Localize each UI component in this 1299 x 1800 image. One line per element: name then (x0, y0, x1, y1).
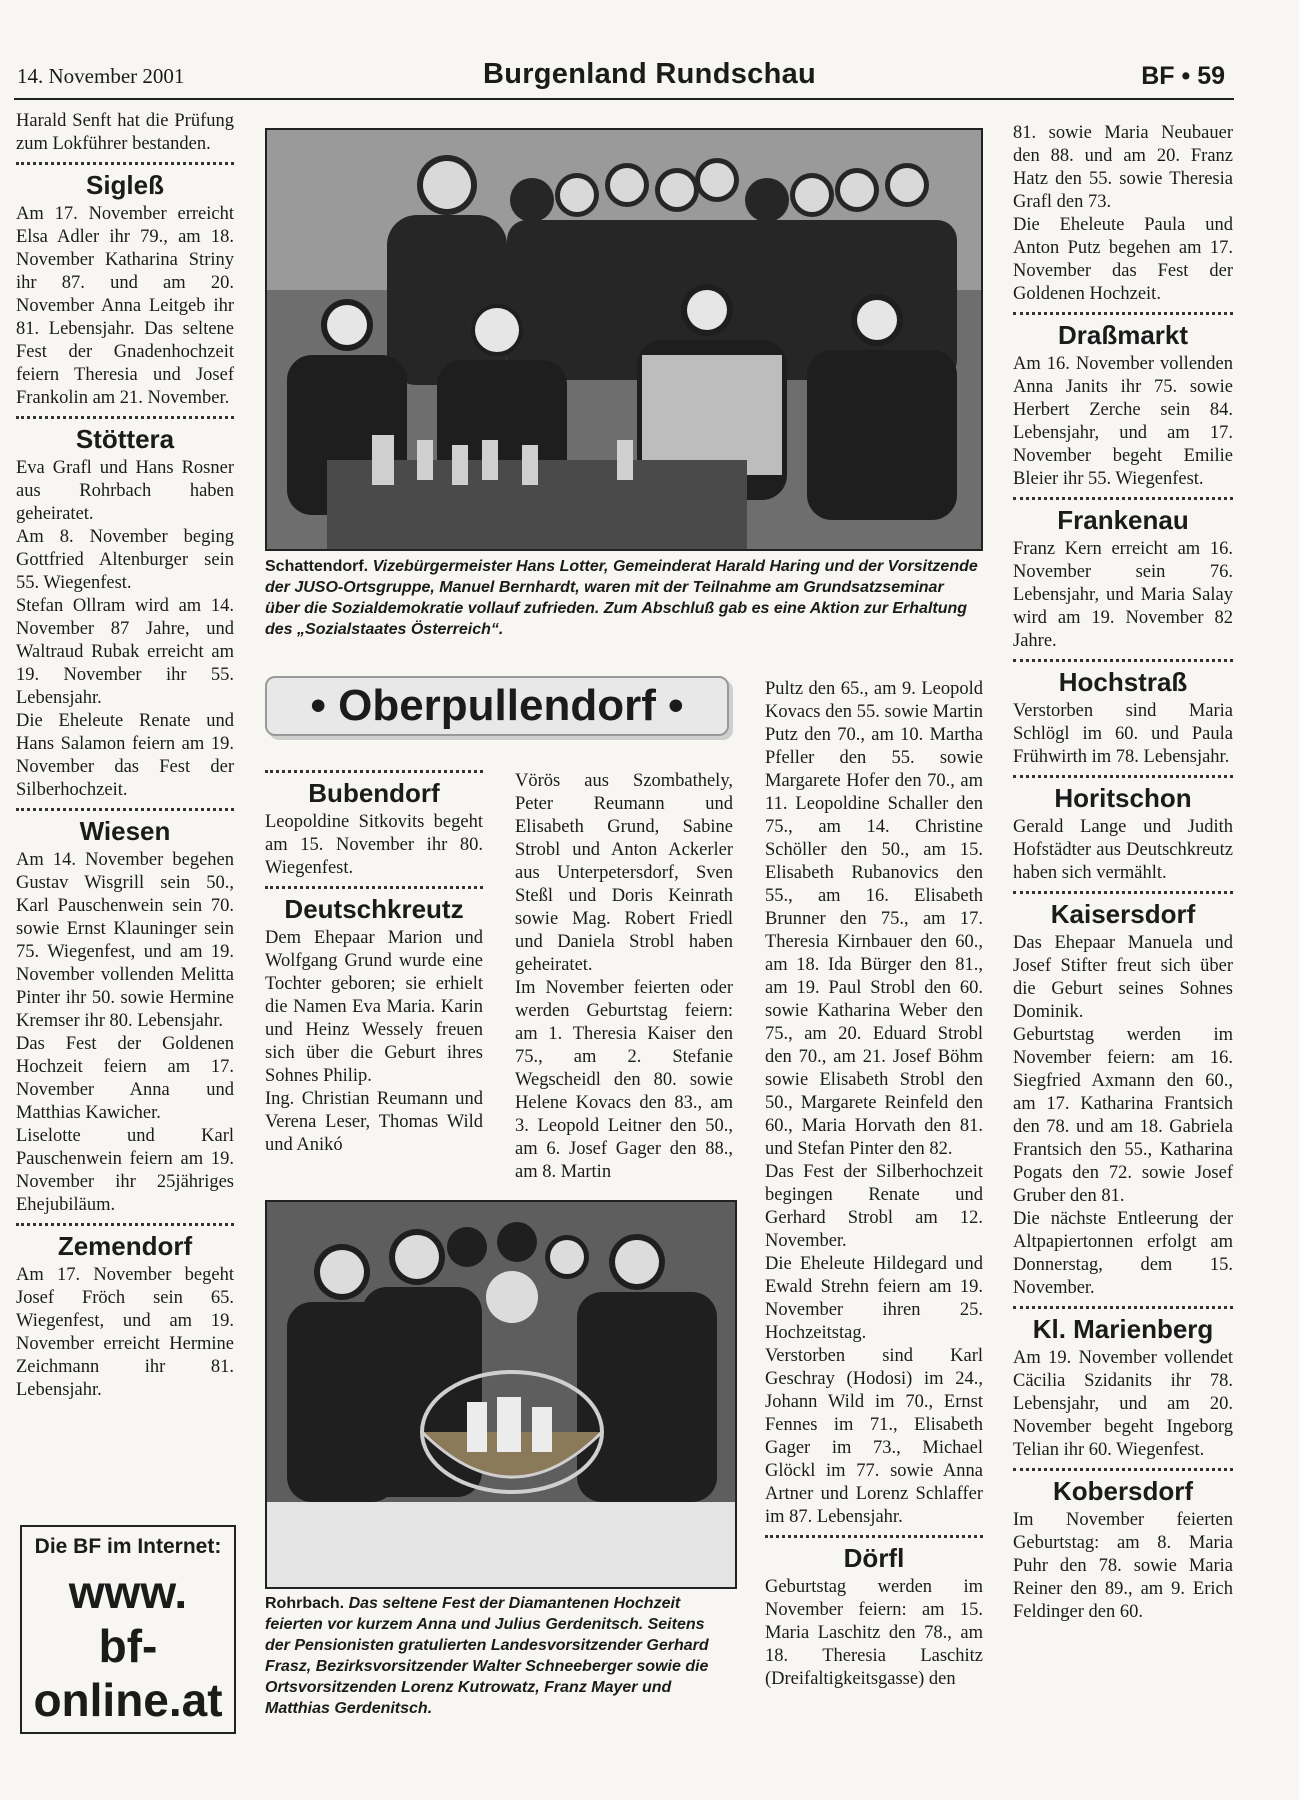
column-4 (765, 678, 983, 1691)
dotted-divider (1013, 659, 1233, 662)
heading-frankenau: Frankenau (1057, 505, 1189, 535)
frankenau-text: Franz Kern erreicht am 16. November sein 76. Lebensjahr, und Maria Salay wird am 19. November 82 Jahre. (1013, 539, 1233, 651)
section-title: Burgenland Rundschau (482, 58, 817, 90)
dotted-divider (265, 886, 483, 889)
column-1 (16, 110, 234, 1402)
dotted-divider (16, 416, 234, 419)
heading-stoettera: Stöttera (75, 424, 175, 454)
region-banner: • Oberpullendorf • (265, 676, 729, 736)
kaisersdorf-text-2: Geburtstag werden im November feiern: am 16. Siegfried Axmann den 60., am 17. Katharina Frantsich den 78. und am 18. Gabriela Frantsich den 55., Katharina Pogats den 72. sowie Josef Gruber den 81. (1013, 1025, 1233, 1206)
heading-kobersdorf: Kobersdorf (1052, 1476, 1194, 1506)
internet-box (20, 1525, 236, 1734)
col4-text-2: Das Fest der Silberhochzeit begingen Renate und Gerhard Strobl am 12. November. (765, 1162, 983, 1251)
dotted-divider (16, 1223, 234, 1226)
dotted-divider (1013, 1306, 1233, 1309)
col5-text-2: Die Eheleute Paula und Anton Putz begehen am 17. November das Fest der Goldenen Hochzeit. (1013, 215, 1233, 304)
dotted-divider (765, 1535, 983, 1538)
column-3 (515, 770, 733, 1184)
dotted-divider (265, 770, 483, 773)
hochstrass-text: Verstorben sind Maria Schlögl im 60. und Paula Frühwirth im 78. Lebensjahr. (1013, 701, 1233, 767)
url-line-3: online.at (33, 1674, 223, 1726)
col4-text-1: Pultz den 65., am 9. Leopold Kovacs den 55. sowie Martin Putz den 70., am 10. Martha Pfeller den 55. sowie Margarete Hofer den 70., am 11. Leopoldine Schaller den 75., am 14. Christine Schöller den 50., am 15. Elisabeth Rubanovics den 55., am 16. Elisabeth Brunner den 75., am 17. Theresia Kirnbauer den 60., am 18. Ida Bürger den 81., am 19. Paul Strobl den 60. sowie Katharina Weber den 75., am 20. Eduard Strobl den 70., am 21. Josef Böhm sowie Elisabeth Strobl den 50., Margarete Reinfeld den 60., Maria Horvath den 81. und Stefan Pinter den 82. (765, 679, 983, 1159)
photo-rohrbach (265, 1200, 737, 1589)
stoettera-text-2: Am 8. November beging Gottfried Altenburger sein 55. Wiegenfest. (16, 527, 234, 593)
header-rule (14, 98, 1234, 100)
heading-hochstrass: Hochstraß (1058, 667, 1188, 697)
heading-doerfl: Dörfl (843, 1543, 905, 1573)
heading-horitschon: Horitschon (1054, 783, 1192, 813)
photo-caption-rohrbach (265, 1593, 733, 1719)
col5-text-1: 81. sowie Maria Neubauer den 88. und am 20. Franz Hatz den 55. sowie Theresia Grafl den 73. (1013, 123, 1233, 212)
stoettera-text-1: Eva Grafl und Hans Rosner aus Rohrbach haben geheiratet. (16, 458, 234, 524)
dotted-divider (1013, 1468, 1233, 1471)
drassmarkt-text: Am 16. November vollenden Anna Janits ihr 75. sowie Herbert Zerche sein 84. Lebensjahr, und am 17. November begeht Emilie Bleier ihr 55. Wiegenfest. (1013, 354, 1233, 489)
heading-sigless: Sigleß (85, 170, 164, 200)
heading-wiesen: Wiesen (79, 816, 171, 846)
kaisersdorf-text-3: Die nächste Entleerung der Altpapiertonnen erfolgt am Donnerstag, dem 15. November. (1013, 1209, 1233, 1298)
caption-text: Das seltene Fest der Diamantenen Hochzeit feierten vor kurzem Anna und Julius Gerdenitsch. Seitens der Pensionisten gratulierten Landesvorsitzender Gerhard Frasz, Bezirksvorsitzender Walter Schneeberger sowie die Ortsvorsitzenden Lorenz Kutrowatz, Franz Mayer und Matthias Gerdenitsch. (265, 1595, 709, 1717)
col3-text-2: Im November feierten oder werden Geburtstag feiern: am 1. Theresia Kaiser den 75., am 2. Stefanie Wegscheidl den 80. sowie Helene Kovacs den 83., am 3. Leopold Leitner den 50., am 6. Josef Gager den 88., am 8. Martin (515, 978, 733, 1182)
heading-zemendorf: Zemendorf (57, 1231, 193, 1261)
page-number: BF • 59 (1141, 62, 1225, 90)
sigless-text: Am 17. November erreicht Elsa Adler ihr 79., am 18. November Katharina Striny ihr 87. und am 20. November Anna Leitgeb ihr 81. Lebensjahr. Das seltene Fest der Gnadenhochzeit feiern Theresia und Josef Frankolin am 21. November. (16, 204, 234, 408)
internet-title: Die BF im Internet: (34, 1535, 222, 1558)
deutschkreutz-text-1: Dem Ehepaar Marion und Wolfgang Grund wurde eine Tochter geboren; sie erhielt die Namen Eva Maria. Karin und Heinz Wessely freuen sich über die Geburt ihres Sohnes Philip. (265, 928, 483, 1086)
dotted-divider (1013, 891, 1233, 894)
bubendorf-text: Leopoldine Sitkovits begeht am 15. November ihr 80. Wiegenfest. (265, 812, 483, 878)
photo-schattendorf (265, 128, 983, 551)
column-2 (265, 770, 483, 1157)
heading-kl-marienberg: Kl. Marienberg (1032, 1314, 1214, 1344)
heading-bubendorf: Bubendorf (308, 778, 440, 808)
photo-caption-schattendorf (265, 556, 979, 640)
dotted-divider (16, 162, 234, 165)
deutschkreutz-text-2: Ing. Christian Reumann und Verena Leser, Thomas Wild und Anikó (265, 1089, 483, 1155)
dotted-divider (1013, 497, 1233, 500)
intro-text: Harald Senft hat die Prüfung zum Lokführer bestanden. (16, 111, 234, 154)
wiesen-text-1: Am 14. November begehen Gustav Wisgrill sein 50., Karl Pauschenwein sein 70. sowie Ernst Klauninger sein 75. Wiegenfest, und am 19. November vollenden Melitta Pinter ihr 50. sowie Hermine Kremser ihr 80. Lebensjahr. (16, 850, 234, 1031)
stoettera-text-4: Die Eheleute Renate und Hans Salamon feiern am 19. November das Fest der Silberhochzeit. (16, 711, 234, 800)
internet-url[interactable] (22, 1565, 234, 1727)
caption-text: Vizebürgermeister Hans Lotter, Gemeinderat Harald Haring und der Vorsitzende der JUSO-Ortsgruppe, Manuel Bernhardt, waren mit der Teilnahme am Grundsatzseminar über die Sozialdemokratie vollauf zufrieden. Zum Abschluß gab es eine Aktion zur Erhaltung des „Sozialstaates Österreich“. (265, 558, 978, 638)
wiesen-text-3: Liselotte und Karl Pauschenwein feiern am 19. November ihr 25jähriges Ehejubiläum. (16, 1126, 234, 1215)
heading-drassmarkt: Draßmarkt (1057, 320, 1189, 350)
anniversary-photo-illustration (267, 1202, 735, 1587)
dotted-divider (16, 808, 234, 811)
doerfl-text: Geburtstag werden im November feiern: am 15. Maria Laschitz den 78., am 18. Theresia Laschitz (Dreifaltigkeitsgasse) den (765, 1577, 983, 1689)
url-line-1: www. (68, 1566, 188, 1618)
col4-text-3: Die Eheleute Hildegard und Ewald Strehn feiern am 19. November ihren 25. Hochzeitstag. (765, 1254, 983, 1343)
dotted-divider (1013, 775, 1233, 778)
col4-text-4: Verstorben sind Karl Geschray (Hodosi) im 24., Johann Wild im 70., Ernst Fennes im 71., Elisabeth Gager im 73., Michael Glöckl im 77. sowie Anna Artner und Lorenz Schlaffer im 87. Lebensjahr. (765, 1346, 983, 1527)
horitschon-text: Gerald Lange und Judith Hofstädter aus Deutschkreutz haben sich vermählt. (1013, 817, 1233, 883)
zemendorf-text: Am 17. November begeht Josef Fröch sein 65. Wiegenfest, und am 19. November erreicht Hermine Zeichmann ihr 81. Lebensjahr. (16, 1265, 234, 1400)
kaisersdorf-text-1: Das Ehepaar Manuela und Josef Stifter freut sich über die Geburt seines Sohnes Dominik. (1013, 933, 1233, 1022)
caption-place: Rohrbach. (265, 1595, 345, 1612)
heading-deutschkreutz: Deutschkreutz (284, 894, 464, 924)
issue-date: 14. November 2001 (17, 64, 185, 88)
group-photo-illustration (267, 130, 981, 549)
stoettera-text-3: Stefan Ollram wird am 14. November 87 Jahre, und Waltraud Rubak erreicht am 19. November ihr 55. Lebensjahr. (16, 596, 234, 708)
caption-place: Schattendorf. (265, 558, 369, 575)
kobersdorf-text: Im November feierten Geburtstag: am 8. Maria Puhr den 78. sowie Maria Reiner den 89., am 9. Erich Feldinger den 60. (1013, 1510, 1233, 1622)
column-5 (1013, 122, 1233, 1624)
dotted-divider (1013, 312, 1233, 315)
col3-text-1: Vörös aus Szombathely, Peter Reumann und Elisabeth Grund, Sabine Strobl und Anton Ackerler aus Unterpetersdorf, Sven Steßl und Doris Keinrath sowie Mag. Robert Friedl und Daniela Strobl haben geheiratet. (515, 771, 733, 975)
heading-kaisersdorf: Kaisersdorf (1050, 899, 1196, 929)
url-line-2: bf- (98, 1620, 158, 1672)
wiesen-text-2: Das Fest der Goldenen Hochzeit feiern am 17. November Anna und Matthias Kawicher. (16, 1034, 234, 1123)
marienberg-text: Am 19. November vollendet Cäcilia Szidanits ihr 78. Lebensjahr, und am 20. November begeht Ingeborg Telian ihr 60. Wiegenfest. (1013, 1348, 1233, 1460)
